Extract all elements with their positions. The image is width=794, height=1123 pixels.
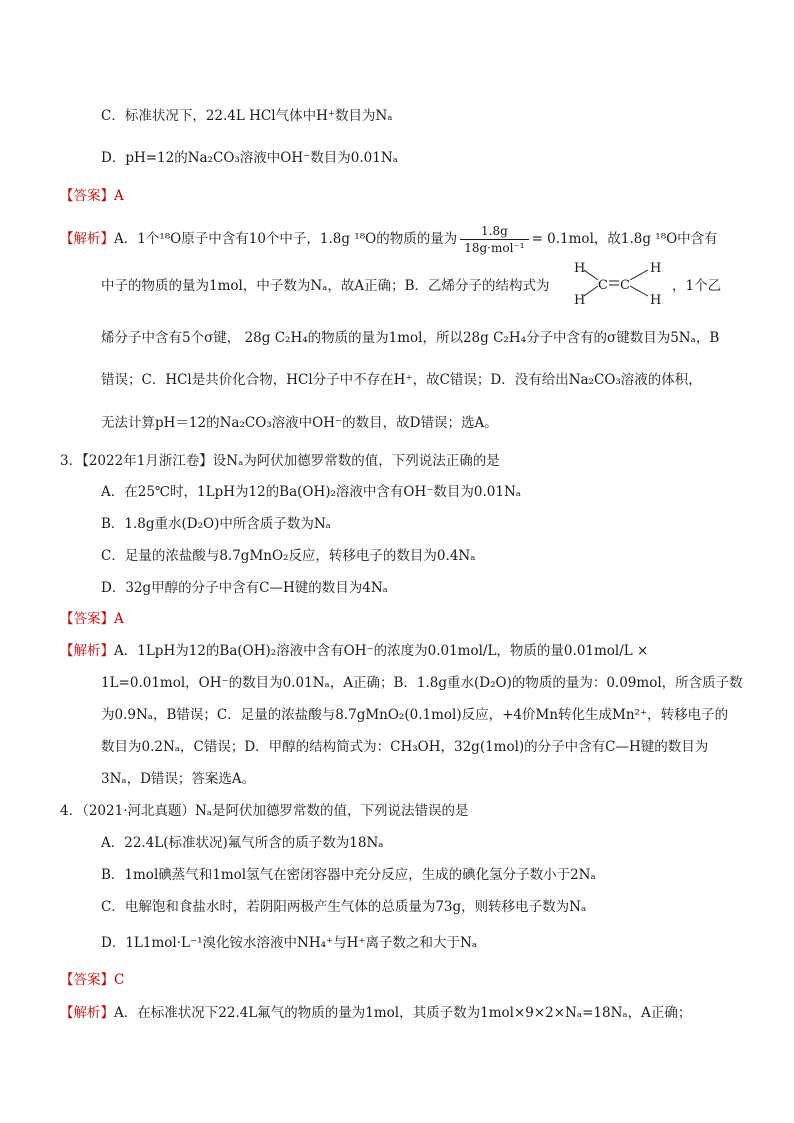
structure-atom-c: C — [620, 278, 630, 293]
q3-option-c: C．足量的浓盐酸与8.7gMnO₂反应，转移电子的数目为0.4Nₐ — [101, 548, 476, 564]
q3-explanation-line-3: 为0.9Nₐ，B错误；C．足量的浓盐酸与8.7gMnO₂(0.1mol)反应，+4价Mn转化生成Mn²⁺，转移电子的 — [101, 707, 729, 723]
q3-option-d: D．32g甲醇的分子中含有C—H键的数目为4Nₐ — [101, 580, 388, 596]
q4-option-c: C．电解饱和食盐水时，若阴阳两极产生气体的总质量为73g，则转移电子数为Nₐ — [101, 899, 587, 915]
explanation-text: = 0.1mol，故1.8g ¹⁸O中含有 — [531, 231, 718, 247]
structure-atom-h: H — [650, 261, 662, 276]
q2-explanation-line-1 — [60, 222, 718, 256]
q4-option-d: D．1L1mol·L⁻¹溴化铵水溶液中NH₄⁺与H⁺离子数之和大于Nₐ — [101, 935, 478, 951]
q4-option-b: B．1mol碘蒸气和1mol氢气在密闭容器中充分反应，生成的碘化氢分子数小于2Nₐ — [101, 867, 596, 883]
q3-option-a: A．在25℃时，1LpH为12的Ba(OH)₂溶液中含有OH⁻数目为0.01Nₐ — [101, 484, 521, 500]
q3-explanation-line-4: 数目为0.2Nₐ，C错误；D．甲醇的结构简式为：CH₃OH，32g(1mol)的分子中含有C—H键的数目为 — [101, 739, 709, 755]
q2-explanation-line-2 — [101, 276, 550, 296]
fraction-denominator: 18g·mol⁻¹ — [464, 241, 525, 255]
q3-option-b: B．1.8g重水(D₂O)中所含质子数为Nₐ — [101, 516, 331, 532]
q4-option-a: A．22.4L(标准状况)氟气所含的质子数为18Nₐ — [101, 835, 384, 851]
ethylene-structure-diagram — [568, 258, 668, 308]
structure-bond — [630, 286, 648, 296]
explanation-text: 中子的物质的量为1mol，中子数为Nₐ，故A正确；B．乙烯分子的结构式为 — [101, 278, 550, 294]
structure-atom-h: H — [574, 261, 586, 276]
structure-bond — [584, 270, 598, 280]
answer-label: 【答案】 — [60, 972, 114, 988]
structure-atom-h: H — [574, 293, 586, 308]
q4-stem: 4．（2021·河北真题）Nₐ是阿伏加德罗常数的值，下列说法错误的是 — [60, 803, 469, 819]
explanation-label: 【解析】 — [60, 231, 114, 247]
q2-explanation-line-4: 错误；C．HCl是共价化合物，HCl分子中不存在H⁺，故C错误；D．没有给出Na₂CO₃溶液的体积， — [101, 372, 702, 388]
structure-atom-h: H — [650, 293, 662, 308]
q3-answer — [60, 609, 124, 629]
q3-explanation-line-2: 1L=0.01mol，OH⁻的数目为0.01Nₐ，A正确；B．1.8g重水(D₂O)的物质的量为：0.09mol，所含质子数 — [101, 675, 743, 691]
explanation-label: 【解析】 — [60, 643, 114, 659]
structure-bond — [630, 270, 648, 280]
q2-answer — [60, 186, 124, 206]
structure-atom-c: C — [598, 278, 608, 293]
answer-label: 【答案】 — [60, 188, 114, 204]
q2-option-c: C．标准状况下，22.4L HCl气体中H⁺数目为Nₐ — [101, 108, 393, 124]
q3-explanation-line-1 — [60, 641, 648, 661]
structure-bond — [584, 286, 598, 296]
fraction — [460, 223, 528, 256]
answer-value: A — [114, 188, 124, 204]
q2-explanation-line-3: 烯分子中含有5个σ键， 28g C₂H₄的物质的量为1mol，所以28g C₂H₄分子中含有的σ键数目为5Nₐ，B — [101, 330, 720, 346]
explanation-text: A．1LpH为12的Ba(OH)₂溶液中含有OH⁻的浓度为0.01mol/L，物质的量0.01mol/L × — [114, 643, 649, 659]
explanation-text: A．1个¹⁸O原子中含有10个中子，1.8g ¹⁸O的物质的量为 — [114, 231, 458, 247]
q2-option-d: D．pH=12的Na₂CO₃溶液中OH⁻数目为0.01Nₐ — [101, 150, 398, 166]
answer-label: 【答案】 — [60, 611, 114, 627]
q3-stem: 3．【2022年1月浙江卷】设Nₐ为阿伏加德罗常数的值，下列说法正确的是 — [60, 453, 500, 469]
answer-value: A — [114, 611, 124, 627]
q4-answer — [60, 970, 124, 990]
explanation-label: 【解析】 — [60, 1005, 114, 1021]
q2-explanation-line-2-tail: ，1个乙 — [672, 278, 722, 294]
explanation-text: A．在标准状况下22.4L氟气的物质的量为1mol，其质子数为1mol×9×2×Nₐ=18Nₐ，A正确； — [114, 1005, 692, 1021]
fraction-numerator: 1.8g — [460, 223, 528, 240]
q3-explanation-line-5: 3Nₐ，D错误；答案选A。 — [101, 771, 256, 787]
q2-explanation-line-5: 无法计算pH＝12的Na₂CO₃溶液中OH⁻的数目，故D错误；选A。 — [101, 415, 498, 431]
answer-value: C — [114, 972, 125, 988]
q4-explanation-line-1 — [60, 1003, 691, 1023]
